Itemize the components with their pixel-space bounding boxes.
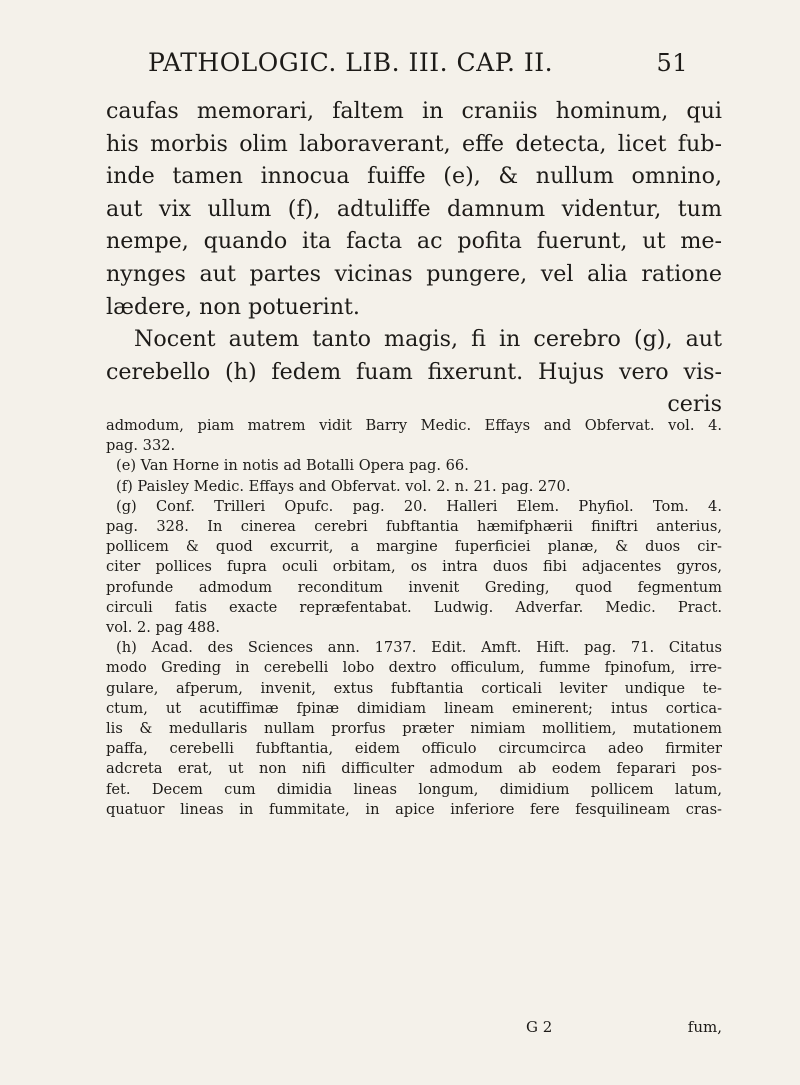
footnote-line: quatuor lineas in fummitate, in apice inferiore fere fesquilineam cras- (106, 800, 722, 818)
text-line: nynges aut partes vicinas pungere, vel alia ratione (106, 260, 722, 287)
footnote-line: profunde admodum reconditum invenit Greding, quod fegmentum (106, 578, 722, 596)
footnote-line: lis & medullaris nullam prorfus præter nimiam mollitiem, mutationem (106, 720, 722, 738)
text-line: aut vix ullum (f), adtuliffe damnum videntur, tum (106, 195, 722, 222)
text-line: cerebello (h) fedem fuam fixerunt. Hujus vero vis- (106, 358, 722, 385)
text-line: Nocent autem tanto magis, fi in cerebro (g), aut (134, 326, 722, 353)
main-text (106, 95, 722, 421)
footnote-line: vol. 2. pag 488. (106, 619, 221, 637)
signature-mark: G 2 (526, 1018, 553, 1036)
footnote-line: pag. 332. (106, 437, 176, 455)
footnote-line: admodum, piam matrem vidit Barry Medic. Effays and Obfervat. vol. 4. (106, 417, 722, 434)
footnote-line: fet. Decem cum dimidia lineas longum, dimidium pollicem latum, (106, 780, 722, 798)
running-title: PATHOLOGIC. LIB. III. CAP. II. (148, 48, 554, 77)
footnote-e: (e) Van Horne in notis ad Botalli Opera pag. 66. (116, 457, 469, 475)
text-line: inde tamen innocua fuiffe (e), & nullum omnino, (106, 163, 722, 190)
footnote-line: ctum, ut acutiffimæ fpinæ dimidiam lineam eminerent; intus cortica- (106, 699, 722, 717)
footnotes (106, 416, 722, 820)
page-number: 51 (656, 49, 688, 77)
footnote-line: pollicem & quod excurrit, a margine fuperficiei planæ, & duos cir- (106, 538, 722, 556)
footnote-line: citer pollices fupra oculi orbitam, os intra duos fibi adjacentes gyros, (106, 558, 722, 576)
footnote-line: paffa, cerebelli fubftantia, eidem officulo circumcirca adeo firmiter (106, 740, 722, 758)
text-line: caufas memorari, faltem in craniis hominum, qui (106, 98, 722, 124)
footnote-line: circuli fatis exacte repræfentabat. Ludwig. Adverfar. Medic. Pract. (106, 598, 722, 616)
footnote-line: adcreta erat, ut non nifi difficulter admodum ab eodem feparari pos- (106, 760, 722, 778)
catchword: fum, (687, 1018, 722, 1036)
text-line: nempe, quando ita facta ac pofita fuerunt, ut me- (106, 228, 722, 255)
text-line: his morbis olim laboraverant, effe detecta, licet fub- (106, 130, 722, 157)
footnote-h: (h) Acad. des Sciences ann. 1737. Edit. Amft. Hift. pag. 71. Citatus (116, 639, 722, 657)
footnote-g: (g) Conf. Trilleri Opufc. pag. 20. Halleri Elem. Phyfiol. Tom. 4. (116, 497, 722, 515)
footnote-line: pag. 328. In cinerea cerebri fubftantia hæmifphærii finiftri anterius, (106, 518, 722, 536)
footnote-f: (f) Paisley Medic. Effays and Obfervat. vol. 2. n. 21. pag. 270. (116, 477, 571, 495)
running-header (148, 48, 688, 77)
footnote-line: modo Greding in cerebelli lobo dextro officulum, fumme fpinofum, irre- (106, 659, 722, 677)
catchword-line: ceris (667, 391, 722, 418)
text-line: lædere, non potuerint. (106, 293, 360, 320)
footnote-line: gulare, afperum, invenit, extus fubftantia corticali leviter undique te- (106, 679, 722, 697)
